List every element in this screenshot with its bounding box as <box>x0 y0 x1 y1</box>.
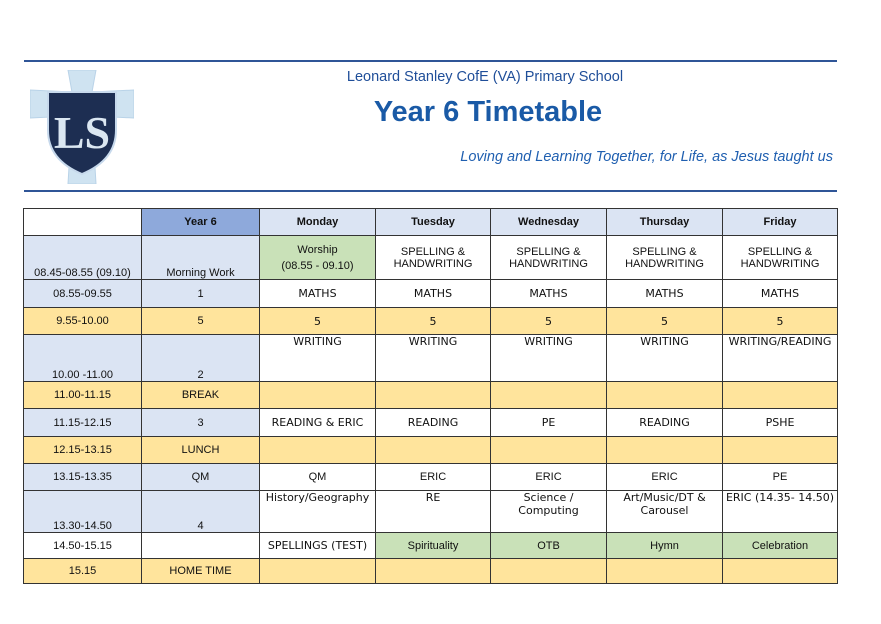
cell-tuesday: WRITING <box>376 335 491 382</box>
timetable-header-row <box>24 209 838 236</box>
table-row <box>24 559 838 584</box>
row-label <box>142 533 260 559</box>
cell-wednesday <box>491 437 607 464</box>
cell-tuesday: ERIC <box>376 464 491 491</box>
cell-tuesday: 5 <box>376 308 491 335</box>
row-label: 3 <box>142 409 260 437</box>
cell-friday <box>723 236 838 280</box>
cell-subtext: HANDWRITING <box>509 257 588 270</box>
header-blank <box>24 209 142 236</box>
cell-text: Science / Computing <box>518 491 579 517</box>
table-row <box>24 464 838 491</box>
cell-text: SPELLING & <box>747 245 813 258</box>
school-crest-logo <box>30 70 134 184</box>
header-thursday: Thursday <box>607 209 723 236</box>
cell-friday: MATHS <box>723 280 838 308</box>
cell-wednesday: PE <box>491 409 607 437</box>
cell-tuesday: Spirituality <box>376 533 491 559</box>
cell-friday: PE <box>723 464 838 491</box>
table-row <box>24 236 838 280</box>
table-row <box>24 491 838 533</box>
cell-friday <box>723 382 838 409</box>
cell-text: SPELLING & <box>400 245 466 258</box>
timetable <box>23 208 838 584</box>
cell-thursday <box>607 437 723 464</box>
cell-monday <box>260 236 376 280</box>
table-row <box>24 409 838 437</box>
cell-wednesday: ERIC <box>491 464 607 491</box>
school-motto: Loving and Learning Together, for Life, as Jesus taught us <box>460 149 833 165</box>
table-row <box>24 382 838 409</box>
cell-thursday: 5 <box>607 308 723 335</box>
cell-text: RE <box>425 491 441 504</box>
cell-monday <box>260 491 376 533</box>
cell-friday: 5 <box>723 308 838 335</box>
table-row <box>24 437 838 464</box>
row-time: 13.15-13.35 <box>24 464 142 491</box>
row-time: 08.55-09.55 <box>24 280 142 308</box>
cell-monday: SPELLINGS (TEST) <box>260 533 376 559</box>
table-row <box>24 308 838 335</box>
cell-friday: PSHE <box>723 409 838 437</box>
cell-monday: WRITING <box>260 335 376 382</box>
cell-thursday <box>607 236 723 280</box>
cell-friday <box>723 491 838 533</box>
cell-thursday <box>607 382 723 409</box>
row-label: Morning Work <box>142 236 260 280</box>
cell-text: History/Geography <box>265 491 370 504</box>
header-friday: Friday <box>723 209 838 236</box>
bottom-rule <box>24 190 837 192</box>
row-time: 14.50-15.15 <box>24 533 142 559</box>
row-label: HOME TIME <box>142 559 260 584</box>
cell-wednesday <box>491 382 607 409</box>
row-time: 11.00-11.15 <box>24 382 142 409</box>
cell-thursday: WRITING <box>607 335 723 382</box>
cell-tuesday: READING <box>376 409 491 437</box>
row-label: QM <box>142 464 260 491</box>
cell-subtext: HANDWRITING <box>740 257 820 270</box>
school-name: Leonard Stanley CofE (VA) Primary School <box>346 69 624 85</box>
row-label: 1 <box>142 280 260 308</box>
cell-monday <box>260 437 376 464</box>
cell-wednesday: MATHS <box>491 280 607 308</box>
cell-thursday: ERIC <box>607 464 723 491</box>
cell-wednesday: 5 <box>491 308 607 335</box>
cell-tuesday <box>376 236 491 280</box>
cell-thursday: Hymn <box>607 533 723 559</box>
cell-tuesday <box>376 491 491 533</box>
cell-monday <box>260 559 376 584</box>
cell-wednesday <box>491 559 607 584</box>
table-row <box>24 533 838 559</box>
crest-letters: LS <box>53 107 111 158</box>
top-rule <box>24 60 837 62</box>
table-row <box>24 335 838 382</box>
cell-thursday <box>607 491 723 533</box>
cell-text: ERIC (14.35- 14.50) <box>725 491 835 504</box>
cell-friday: WRITING/READING <box>723 335 838 382</box>
row-time: 10.00 -11.00 <box>24 335 142 382</box>
row-label: BREAK <box>142 382 260 409</box>
row-time: 08.45-08.55 (09.10) <box>24 236 142 280</box>
header-year: Year 6 <box>142 209 260 236</box>
page-title: Year 6 Timetable <box>373 96 603 128</box>
cell-text: SPELLING & <box>516 245 581 258</box>
row-label: 5 <box>142 308 260 335</box>
cell-monday: QM <box>260 464 376 491</box>
cell-wednesday <box>491 236 607 280</box>
cell-wednesday: OTB <box>491 533 607 559</box>
cell-tuesday <box>376 559 491 584</box>
cell-monday: MATHS <box>260 280 376 308</box>
header-monday: Monday <box>260 209 376 236</box>
cell-friday <box>723 437 838 464</box>
cell-monday <box>260 382 376 409</box>
cell-text: Worship <box>297 243 338 256</box>
cell-thursday: READING <box>607 409 723 437</box>
header-wednesday: Wednesday <box>491 209 607 236</box>
cell-text: SPELLING & <box>632 245 697 258</box>
row-label: LUNCH <box>142 437 260 464</box>
cell-thursday <box>607 559 723 584</box>
cell-friday <box>723 559 838 584</box>
row-time: 12.15-13.15 <box>24 437 142 464</box>
cell-monday: READING & ERIC <box>260 409 376 437</box>
cell-wednesday: WRITING <box>491 335 607 382</box>
row-time: 13.30-14.50 <box>24 491 142 533</box>
cell-tuesday <box>376 382 491 409</box>
cell-tuesday: MATHS <box>376 280 491 308</box>
cell-wednesday <box>491 491 607 533</box>
cell-text: Art/Music/DT & <box>623 491 706 504</box>
row-time: 9.55-10.00 <box>24 308 142 335</box>
cell-tuesday <box>376 437 491 464</box>
table-row <box>24 280 838 308</box>
row-label: 2 <box>142 335 260 382</box>
cell-subtext: HANDWRITING <box>393 257 473 270</box>
row-label: 4 <box>142 491 260 533</box>
cell-thursday: MATHS <box>607 280 723 308</box>
row-time: 11.15-12.15 <box>24 409 142 437</box>
row-time: 15.15 <box>24 559 142 584</box>
header-tuesday: Tuesday <box>376 209 491 236</box>
cell-friday: Celebration <box>723 533 838 559</box>
cell-monday: 5 <box>260 308 376 335</box>
cell-subtext: (08.55 - 09.10) <box>281 259 354 272</box>
cell-subtext: Carousel <box>640 504 689 517</box>
cell-subtext: HANDWRITING <box>625 257 704 270</box>
